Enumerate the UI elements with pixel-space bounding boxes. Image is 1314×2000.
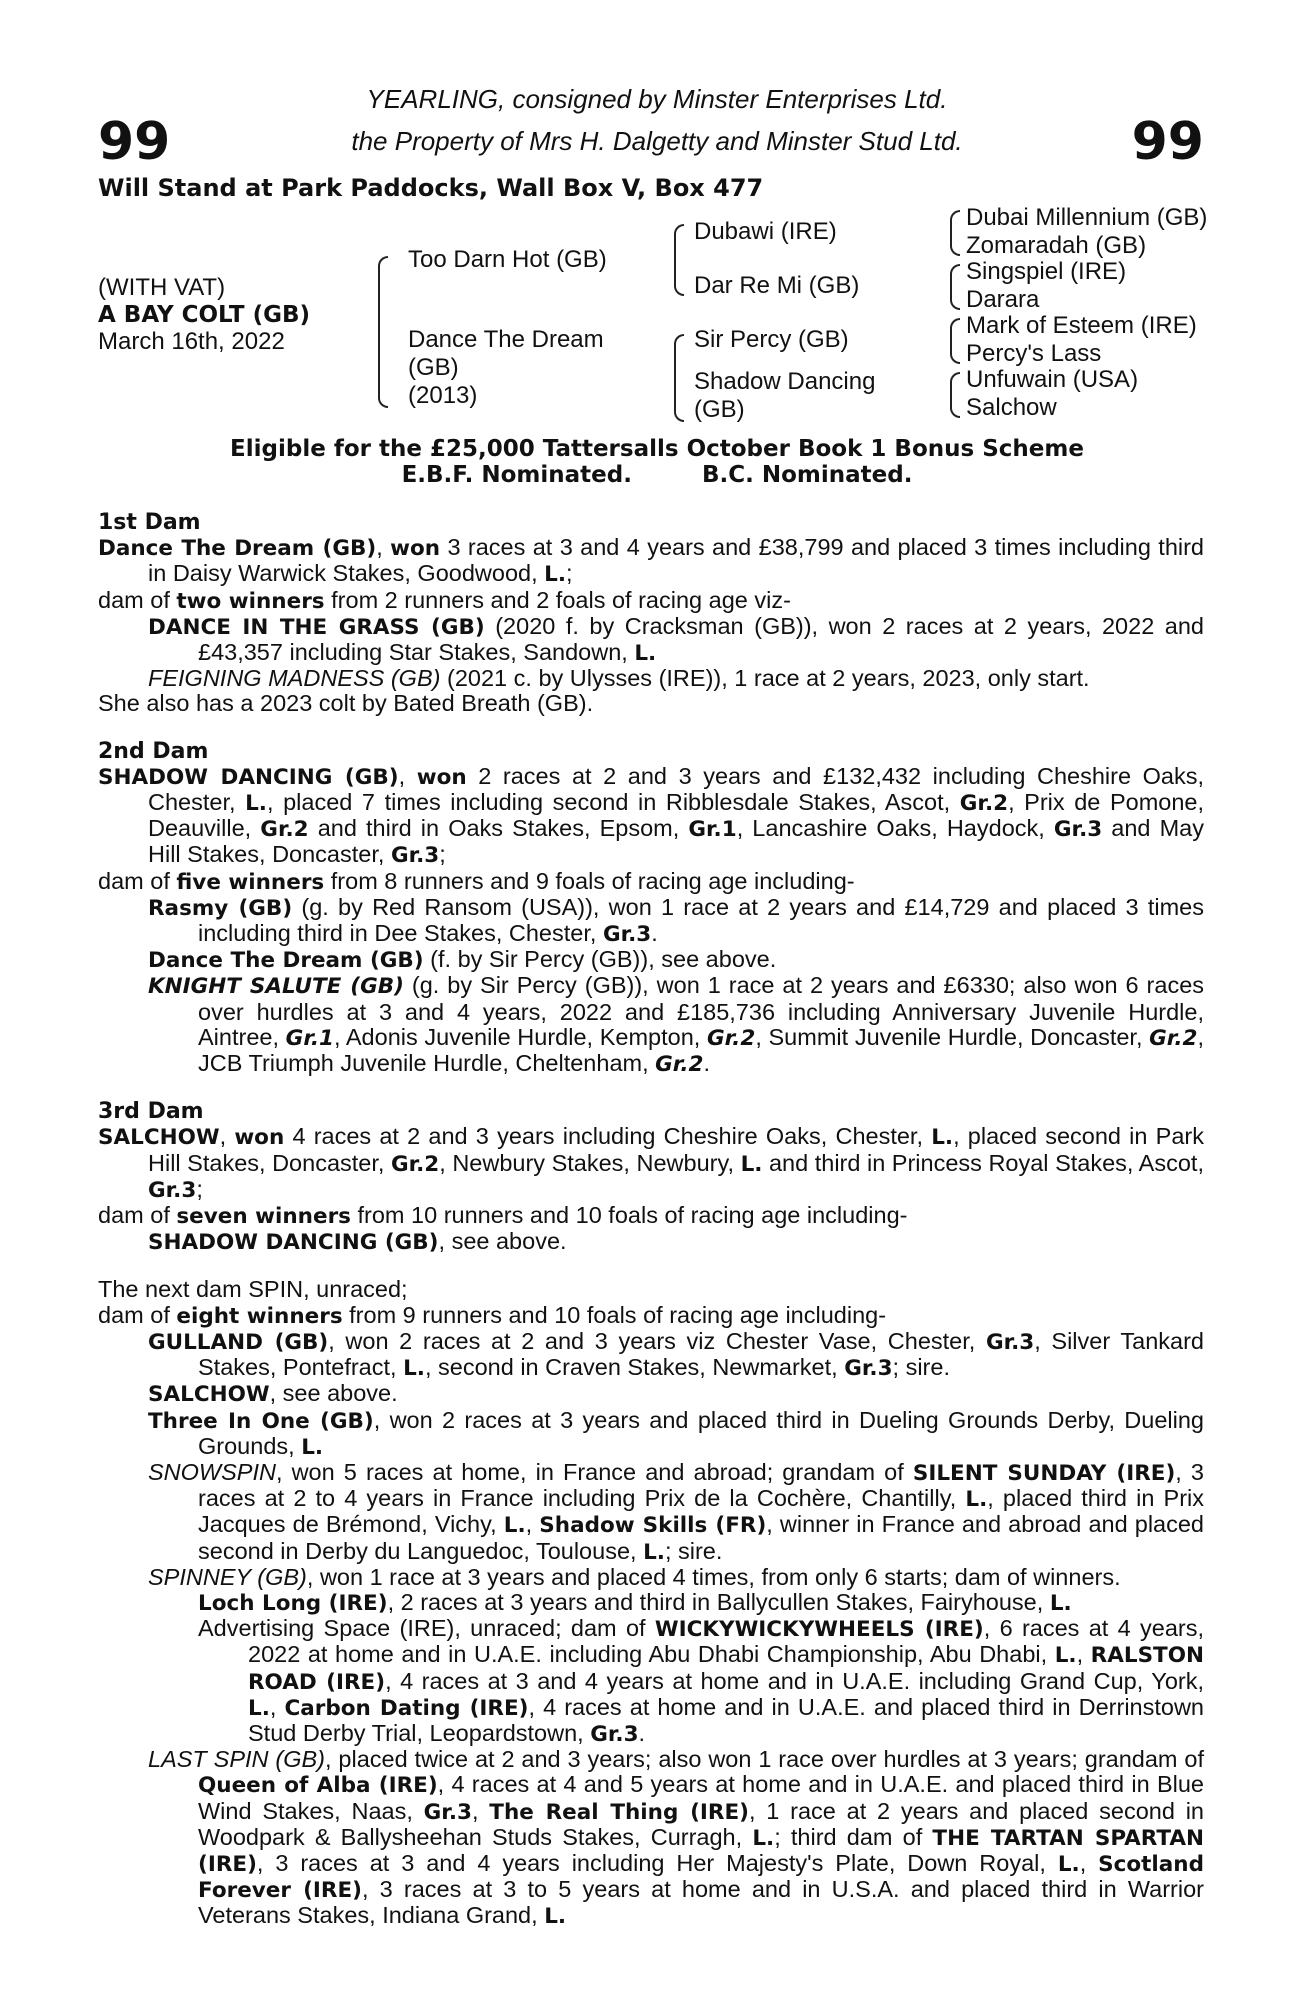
brace-g3 — [950, 318, 960, 364]
text-run: , see above. — [269, 1380, 398, 1407]
brace-g4 — [950, 372, 960, 418]
paragraph — [98, 691, 1204, 716]
text-run: and third in Princess Royal Stakes, Ascot, — [762, 1149, 1204, 1176]
text-run: , placed second in Park Hill Stakes, Doncaster, — [148, 1123, 1204, 1176]
section-2 — [98, 717, 1204, 1078]
gg-3: Singspiel (IRE) — [966, 258, 1127, 285]
emphasis-run: Gr.2 — [390, 1151, 440, 1177]
emphasis-run: Gr.3 — [1053, 817, 1103, 843]
section-heading: 1st Dam — [98, 510, 201, 535]
text-run: , winner in France and abroad and placed second in Derby du Languedoc, Toulouse, — [198, 1511, 1204, 1564]
paragraph — [98, 1124, 1204, 1203]
emphasis-run: five winners — [176, 869, 325, 895]
text-run: , second in Craven Stakes, Newmarket, — [424, 1354, 845, 1381]
paragraph — [98, 973, 1204, 1077]
emphasis-run: Rasmy (GB) — [148, 895, 293, 921]
emphasis-run: FEIGNING MADNESS (GB) — [148, 665, 441, 692]
emphasis-run: Queen of Alba (IRE) — [198, 1773, 438, 1799]
text-run: , won 5 races at home, in France and abroad; grandam of — [275, 1458, 913, 1485]
text-run: , placed 7 times including second in Ribblesdale Stakes, Ascot, — [266, 789, 960, 816]
emphasis-run: Gr.2 — [707, 1025, 756, 1051]
emphasis-run: won — [416, 764, 467, 790]
emphasis-run: two winners — [176, 588, 325, 614]
emphasis-run: L. — [965, 1487, 988, 1513]
emphasis-run: L. — [643, 1539, 665, 1565]
catalogue-body — [98, 510, 1204, 1930]
emphasis-run: SHADOW DANCING (GB) — [98, 764, 399, 790]
text-run: (2021 c. by Ulysses (IRE)), 1 race at 2 years, 2023, only start. — [440, 665, 1090, 692]
emphasis-run: The Real Thing (IRE) — [489, 1799, 749, 1825]
vat-note: (WITH VAT) — [98, 274, 226, 301]
text-run: dam of — [98, 1202, 177, 1229]
brace-dam-parents — [674, 334, 684, 422]
brace-g1 — [950, 210, 960, 256]
paragraph — [98, 764, 1204, 869]
emphasis-run: L. — [1057, 1851, 1080, 1877]
text-run: from 9 runners and 10 foals of racing age including- — [342, 1301, 887, 1328]
paragraph — [98, 1229, 1204, 1255]
emphasis-run: won — [390, 536, 441, 562]
text-run: ; — [196, 1175, 203, 1202]
emphasis-run: Gr.1 — [688, 817, 737, 843]
emphasis-run: KNIGHT SALUTE (GB) — [148, 974, 404, 1000]
section-heading: 3rd Dam — [98, 1099, 204, 1125]
text-run: (2020 f. by Cracksman (GB)), won 2 races at 2 years, 2022 and £43,357 including Star Stakes, Sandown, — [198, 612, 1204, 666]
gg-4: Darara — [966, 286, 1040, 313]
dam-sire: Sir Percy (GB) — [694, 326, 849, 353]
emphasis-run: Dance The Dream (GB) — [98, 536, 377, 562]
text-run: , 3 races at 3 and 4 years including Her Majesty's Plate, Down Royal, — [256, 1849, 1058, 1876]
emphasis-run: L. — [544, 1904, 567, 1930]
text-run: , 6 races at 4 years, 2022 at home and in U.A.E. including Abu Dhabi Championship, Abu Dhabi, — [248, 1615, 1204, 1668]
dam-dam-line1: Shadow Dancing — [694, 368, 876, 395]
paragraph — [98, 1329, 1204, 1381]
text-run: ; — [566, 560, 573, 587]
text-run: , won 1 race at 3 years and placed 4 times, from only 6 starts; dam of winners. — [306, 1563, 1121, 1590]
dam-year: (2013) — [408, 382, 478, 409]
bc-nominated: B.C. Nominated. — [701, 462, 913, 488]
emphasis-run: Gr.1 — [285, 1025, 334, 1051]
emphasis-run: Gr.2 — [655, 1052, 704, 1078]
text-run: , 1 race at 2 years and placed second in Woodpark & Ballysheehan Studs Stakes, Curragh, — [198, 1797, 1204, 1850]
gg-2: Zomaradah (GB) — [966, 232, 1147, 259]
emphasis-run: L. — [740, 1151, 763, 1177]
text-run: , — [471, 1797, 490, 1824]
brace-sire-parents — [674, 224, 684, 296]
sire-sire: Dubawi (IRE) — [694, 218, 837, 245]
emphasis-run: Gr.3 — [390, 843, 440, 869]
paragraph — [98, 1408, 1204, 1460]
paragraph — [98, 614, 1204, 666]
ebf-nominated: E.B.F. Nominated. — [401, 462, 632, 488]
paragraph — [98, 588, 1204, 614]
emphasis-run: SILENT SUNDAY (IRE) — [912, 1460, 1176, 1486]
emphasis-run: Gr.2 — [260, 817, 309, 843]
text-run: The next dam SPIN, unraced; — [98, 1276, 408, 1303]
dam-country: (GB) — [408, 354, 459, 381]
paragraph — [98, 869, 1204, 895]
text-run: dam of — [98, 1301, 177, 1328]
dam-dam-line2: (GB) — [694, 396, 745, 423]
paragraph — [98, 1747, 1204, 1929]
text-run: from 8 runners and 9 foals of racing age including- — [324, 867, 855, 894]
gg-8: Salchow — [966, 394, 1057, 421]
text-run: , Summit Juvenile Hurdle, Doncaster, — [755, 1023, 1150, 1050]
sire-name: Too Darn Hot (GB) — [408, 246, 607, 273]
text-run: , — [269, 1693, 285, 1720]
emphasis-run: Gr.3 — [844, 1356, 893, 1382]
nominations — [0, 462, 1314, 488]
text-run: from 10 runners and 10 foals of racing age including- — [350, 1202, 908, 1229]
paragraph — [98, 1303, 1204, 1329]
brace-sire-dam — [378, 256, 388, 408]
emphasis-run: L. — [245, 791, 267, 817]
emphasis-run: L. — [248, 1695, 270, 1721]
paragraph — [98, 895, 1204, 947]
section-3 — [98, 1077, 1204, 1255]
text-run: (g. by Sir Percy (GB)), won 1 race at 2 years and £6330; also won 6 races over hurdles at 3 and 4 years, 2022 and £185,736 including Anniversary Juvenile Hurdle, Aintree, — [198, 972, 1205, 1050]
emphasis-run: won — [234, 1125, 285, 1151]
text-run: , — [398, 762, 417, 789]
paragraph — [98, 1203, 1204, 1229]
paragraph — [98, 1590, 1204, 1616]
emphasis-run: DANCE IN THE GRASS (GB) — [148, 614, 485, 640]
section-gap — [98, 1255, 1204, 1277]
text-run: , Prix de Pomone, Deauville, — [148, 789, 1205, 842]
property-line: the Property of Mrs H. Dalgetty and Minster Stud Ltd. — [351, 126, 963, 156]
text-run: . — [703, 1050, 710, 1077]
text-run: , 4 races at home and in U.A.E. and placed third in Derrinstown Stud Derby Trial, Leopardstown, — [248, 1693, 1204, 1746]
text-run: , placed third in Prix Jacques de Brémond, Vichy, — [198, 1485, 1205, 1538]
paragraph — [98, 535, 1204, 587]
emphasis-run: Gr.3 — [148, 1177, 197, 1203]
emphasis-run: L. — [752, 1825, 775, 1851]
gg-6: Percy's Lass — [966, 340, 1102, 367]
text-run: ; third dam of — [774, 1823, 933, 1850]
text-run: , placed twice at 2 and 3 years; also won 1 race over hurdles at 3 years; grandam of — [325, 1746, 1204, 1773]
text-run: , Silver Tankard Stakes, Pontefract, — [198, 1327, 1204, 1381]
bonus-scheme: Eligible for the £25,000 Tattersalls October Book 1 Bonus Scheme — [230, 436, 1084, 462]
emphasis-run: L. — [544, 562, 567, 588]
emphasis-run: L. — [1049, 1590, 1072, 1616]
emphasis-run: Gr.3 — [602, 922, 652, 948]
emphasis-run: seven winners — [176, 1204, 351, 1230]
emphasis-run: WICKYWICKYWHEELS (IRE) — [654, 1617, 984, 1643]
section-heading: 2nd Dam — [98, 738, 209, 764]
sire-dam: Dar Re Mi (GB) — [694, 272, 860, 299]
text-run: ; sire. — [892, 1354, 950, 1381]
text-run: 3 races at 3 and 4 years and £38,799 and placed 3 times including third in Daisy Warwick Stakes, Goodwood, — [148, 534, 1205, 587]
text-run: , Newbury Stakes, Newbury, — [439, 1149, 741, 1176]
foaling-date: March 16th, 2022 — [98, 328, 285, 355]
emphasis-run: SALCHOW — [148, 1382, 270, 1408]
text-run: 2 races at 2 and 3 years and £132,432 including Cheshire Oaks, Chester, — [148, 762, 1204, 816]
emphasis-run: SALCHOW — [98, 1125, 220, 1151]
emphasis-run: Dance The Dream (GB) — [148, 948, 424, 974]
emphasis-run: L. — [1054, 1643, 1077, 1669]
section-gap — [98, 717, 1204, 739]
text-run: , won 2 races at 3 years and placed third in Dueling Grounds Derby, Dueling Grounds, — [198, 1406, 1204, 1459]
text-run: , 4 races at 3 and 4 years at home and in U.A.E. including Grand Cup, York, — [385, 1667, 1204, 1694]
consignor-line: YEARLING, consigned by Minster Enterprises Ltd. — [366, 84, 948, 114]
dam-name: Dance The Dream — [408, 326, 604, 353]
emphasis-run: Loch Long (IRE) — [198, 1590, 388, 1616]
text-run: , — [219, 1123, 235, 1150]
paragraph — [98, 1381, 1204, 1407]
gg-5: Mark of Esteem (IRE) — [966, 312, 1197, 339]
section-4 — [98, 1255, 1204, 1929]
section-1 — [98, 510, 1204, 717]
emphasis-run: L. — [634, 641, 657, 667]
emphasis-run: GULLAND (GB) — [148, 1329, 329, 1355]
paragraph — [98, 1565, 1204, 1590]
gg-1: Dubai Millennium (GB) — [966, 204, 1208, 231]
text-run: ; — [439, 841, 446, 868]
lot-number-left: 99 — [98, 112, 171, 172]
text-run: dam of — [98, 586, 177, 613]
lot-number-right: 99 — [1131, 112, 1204, 172]
emphasis-run: THE TARTAN SPARTAN (IRE) — [198, 1825, 1204, 1877]
emphasis-run: SHADOW DANCING (GB) — [148, 1230, 439, 1256]
text-run: . — [651, 920, 658, 947]
text-run: , see above. — [438, 1228, 567, 1255]
text-run: , 3 races at 2 to 4 years in France including Prix de la Cochère, Chantilly, — [198, 1458, 1204, 1512]
text-run: (f. by Sir Percy (GB)), see above. — [423, 946, 777, 973]
emphasis-run: Three In One (GB) — [148, 1408, 374, 1434]
paragraph — [98, 1460, 1204, 1565]
emphasis-run: Gr.2 — [1149, 1025, 1198, 1051]
emphasis-run: Shadow Skills (FR) — [539, 1513, 767, 1539]
text-run: and third in Oaks Stakes, Epsom, — [308, 815, 689, 842]
text-run: , 3 races at 3 to 5 years at home and in U.S.A. and placed third in Warrior Veterans Stakes, Indiana Grand, — [198, 1876, 1204, 1929]
text-run: , won 2 races at 2 and 3 years viz Chester Vase, Chester, — [328, 1327, 986, 1354]
text-run: , — [525, 1511, 540, 1538]
text-run: . — [638, 1719, 646, 1746]
text-run: dam of — [98, 867, 177, 894]
text-run: , 2 races at 3 years and third in Ballycullen Stakes, Fairyhouse, — [387, 1588, 1050, 1615]
text-run: 4 races at 2 and 3 years including Cheshire Oaks, Chester, — [284, 1123, 932, 1150]
text-run: , — [1076, 1641, 1091, 1668]
text-run: , JCB Triumph Juvenile Hurdle, Cheltenham, — [198, 1023, 1204, 1077]
emphasis-run: Gr.3 — [590, 1721, 639, 1747]
gg-7: Unfuwain (USA) — [966, 366, 1139, 393]
text-run: , Lancashire Oaks, Haydock, — [736, 815, 1054, 842]
emphasis-run: eight winners — [176, 1303, 343, 1329]
text-run: She also has a 2023 colt by Bated Breath (GB). — [98, 690, 594, 717]
paragraph — [98, 1616, 1204, 1747]
emphasis-run: SNOWSPIN — [148, 1458, 276, 1485]
horse-title: A BAY COLT (GB) — [98, 302, 311, 328]
emphasis-run: Gr.3 — [423, 1799, 472, 1825]
paragraph — [98, 1277, 1204, 1302]
emphasis-run: L. — [403, 1356, 425, 1382]
emphasis-run: L. — [301, 1434, 324, 1460]
text-run: Advertising Space (IRE), unraced; dam of — [198, 1615, 655, 1642]
emphasis-run: RALSTON ROAD (IRE) — [248, 1643, 1204, 1695]
text-run: , — [1079, 1849, 1099, 1876]
stand-location: Will Stand at Park Paddocks, Wall Box V, Box 477 — [98, 174, 764, 202]
emphasis-run: Carbon Dating (IRE) — [284, 1695, 529, 1721]
emphasis-run: Scotland Forever (IRE) — [198, 1851, 1204, 1904]
emphasis-run: Gr.3 — [985, 1329, 1035, 1355]
text-run: (g. by Red Ransom (USA)), won 1 race at 2 years and £14,729 and placed 3 times including third in Dee Stakes, Chester, — [198, 893, 1204, 947]
emphasis-run: L. — [931, 1125, 954, 1151]
text-run: , 4 races at 4 and 5 years at home and in U.A.E. and placed third in Blue Wind Stakes, Naas, — [198, 1771, 1204, 1824]
emphasis-run: L. — [503, 1513, 526, 1539]
section-gap — [98, 1077, 1204, 1099]
emphasis-run: SPINNEY (GB) — [148, 1563, 307, 1590]
text-run: from 2 runners and 2 foals of racing age viz- — [324, 586, 791, 613]
paragraph — [98, 666, 1204, 691]
brace-g2 — [950, 264, 960, 310]
emphasis-run: Gr.2 — [959, 791, 1009, 817]
emphasis-run: LAST SPIN (GB) — [148, 1746, 325, 1773]
text-run: ; sire. — [664, 1537, 723, 1564]
paragraph — [98, 947, 1204, 973]
text-run: and May Hill Stakes, Doncaster, — [148, 815, 1204, 868]
text-run: , Adonis Juvenile Hurdle, Kempton, — [333, 1023, 707, 1050]
text-run: , — [376, 534, 391, 561]
